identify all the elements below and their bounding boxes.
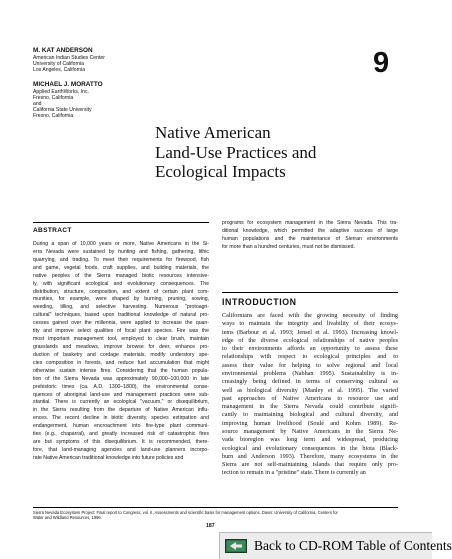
text-line: grasslands and meadows, improve browse for deer, enhance pro- xyxy=(33,343,209,350)
text-line: quarrying, and trading. To meet their requirements for firewood, fish xyxy=(33,256,209,263)
text-line: improving human livelihood (Soulé and Kohm 1989). Re- xyxy=(222,420,398,427)
text-line: endangerment, human encroachment into fire-type plant communi- xyxy=(33,423,209,430)
text-line: quences of aboriginal land-use and management practices were sub- xyxy=(33,391,209,398)
text-line: munities, for example, were shaped by burning, pruning, sowing, xyxy=(33,296,209,303)
page-number: 187 xyxy=(206,523,215,529)
introduction-heading: INTRODUCTION xyxy=(222,297,297,307)
text-line: cantly to maintaining biological and cultural diversity, and xyxy=(222,412,398,419)
abstract-heading: ABSTRACT xyxy=(33,227,72,234)
text-line: tems (Barbour et al. 1993; Jensel et al. 1993). Increasing knowl- xyxy=(222,329,398,336)
introduction-body xyxy=(222,312,398,478)
text-line: Sierra are not self-maintaining islands that require only pro- xyxy=(222,462,398,469)
introduction-rule xyxy=(222,292,398,293)
text-line: are but symptoms of this disequilibrium. It is recommended, there- xyxy=(33,439,209,446)
author-name: M. KAT ANDERSON xyxy=(33,47,93,54)
chapter-number: 9 xyxy=(373,47,390,79)
text-line: creasingly being defined in terms of conserving cultural as xyxy=(222,379,398,386)
text-line: burn and Anderson 1993). Therefore, many ecosystems in the xyxy=(222,453,398,460)
text-line: ly, with significant ecological and evolutionary consequences. The xyxy=(33,280,209,287)
text-line: tection to remain in a "pristine" state. There is currently an xyxy=(222,470,366,477)
text-line: prehistoric times (ca. A.D. 1300–1800), the environmental conse- xyxy=(33,383,209,390)
text-line: edge of the diverse ecological relationships of native peoples xyxy=(222,337,398,344)
text-line: source management by Native Americans in the Sierra Ne- xyxy=(222,428,398,435)
text-line: in the Sierra resulting from the departure of Native American influ- xyxy=(33,407,209,414)
footnote-line: Water and Wildland Resources, 1996. xyxy=(33,515,102,520)
text-line: erra Nevada were sustained by hunting and fishing, gathering, lithic xyxy=(33,248,209,255)
back-to-cdrom-contents-button[interactable] xyxy=(219,532,452,559)
text-line: weeding, tilling, and selective harvesting. Numerous "protoagri- xyxy=(33,304,209,311)
text-line: ecological and evolutionary consequences in the biota (Black- xyxy=(222,445,398,452)
author-affiliation-line: California State University xyxy=(33,107,92,113)
text-line: Californians are faced with the growing necessity of finding xyxy=(222,313,398,319)
text-line: ways to maintain the integrity and livability of their ecosys- xyxy=(222,321,398,328)
text-line: well as biological diversity (Manley et al. 1995). The varied xyxy=(222,387,398,394)
text-line: rate Native American traditional knowledge into future policies and xyxy=(33,454,184,461)
text-line: ences. The recent decline in biotic diversity, species extirpation and xyxy=(33,415,209,422)
footnote xyxy=(33,510,405,520)
author-affiliation-line: and xyxy=(33,101,42,107)
text-line: past approaches of Native Americans to resource use and xyxy=(222,395,398,402)
text-line: ties (e.g., chaparral), and greatly increased risk of catastrophic fires xyxy=(33,431,209,438)
text-line: management in the Sierra Nevada could contribute signifi- xyxy=(222,404,398,411)
text-line: distribution, structure, composition, and extent of certain plant com- xyxy=(33,288,209,295)
text-line: and game, vegetal foods, craft supplies, and building materials, the xyxy=(33,264,209,271)
abstract-body-continued xyxy=(222,220,398,252)
author-name: MICHAEL J. MORATTO xyxy=(33,81,103,88)
text-line: relationships with respect to ecological principles and to xyxy=(222,354,398,361)
text-line: most important management tool, employed to clear brush, maintain xyxy=(33,336,209,343)
text-line: tion of the Sierra Nevada was approximately 90,000–100,000 in late xyxy=(33,375,209,382)
text-line: ditional knowledge, which permitted the adaptive success of large xyxy=(222,227,398,234)
title-line: Ecological Impacts xyxy=(155,162,286,181)
text-line: fore, that land-managing agencies and land-use planners incorpo- xyxy=(33,446,209,453)
abstract-body xyxy=(33,241,209,463)
abstract-rule xyxy=(33,222,209,223)
author-affiliation-line: Fresno, California xyxy=(33,113,74,119)
text-line: programs for ecosystem management in the Sierra Nevada. This tra- xyxy=(222,220,398,226)
footnote-rule xyxy=(33,507,398,508)
author-affiliation-line: American Indian Studies Center xyxy=(33,55,105,61)
title-line: Native American xyxy=(155,123,271,142)
text-line: stantial. There is currently an ecological "vacuum," or disequilibrium, xyxy=(33,399,209,406)
text-line: for more than a hundred centuries, must not be dismissed. xyxy=(222,243,355,250)
text-line: vada bioregion was long term and widespread, producing xyxy=(222,437,398,444)
text-line: otherwise sustain intense fires. Considering that the human popula- xyxy=(33,367,209,374)
author-affiliation-line: Applied EarthWorks, Inc. xyxy=(33,89,89,95)
footnote-line: Sierra Nevada Ecosystem Project: Final report to Congress, vol. II, Assessments and scientific basis for management options. Davis: University of California, Centers for xyxy=(33,510,338,515)
chapter-title xyxy=(155,123,395,182)
cdrom-return-icon xyxy=(225,539,247,553)
author-affiliation-line: Los Angeles, California xyxy=(33,67,86,73)
text-line: to their environments affords an opportunity to assess these xyxy=(222,346,398,353)
text-line: cultural" techniques, based upon traditional knowledge of natural pro- xyxy=(33,312,209,319)
text-line: During a span of 10,000 years or more, Native Americans in the Si- xyxy=(33,241,209,247)
text-line: cies composition in forests, and reduce fuel accumulation that might xyxy=(33,359,209,366)
author-block-1 xyxy=(33,47,203,73)
text-line: human populations and the maintenance of Sierran environments xyxy=(222,235,398,242)
text-line: native peoples of the Sierra managed biotic resources intensive- xyxy=(33,272,209,279)
author-block-2 xyxy=(33,81,203,119)
author-affiliation-line: University of California xyxy=(33,61,84,67)
text-line: cesses gained over the millennia, were applied to increase the quan- xyxy=(33,320,209,327)
text-line: assess their value for helping to solve regional and local xyxy=(222,362,398,369)
back-to-cdrom-contents-label: Back to CD-ROM Table of Contents xyxy=(254,538,452,553)
author-affiliation-line: Fresno, California xyxy=(33,95,74,101)
text-line: duction of basketry and cordage materials, modify understory spe- xyxy=(33,351,209,358)
text-line: tity and improve select qualities of focal plant species. Fire was the xyxy=(33,328,209,335)
text-line: environmental problems (Nabhan 1995). Sustainability is in- xyxy=(222,370,398,377)
title-line: Land-Use Practices and xyxy=(155,142,317,162)
